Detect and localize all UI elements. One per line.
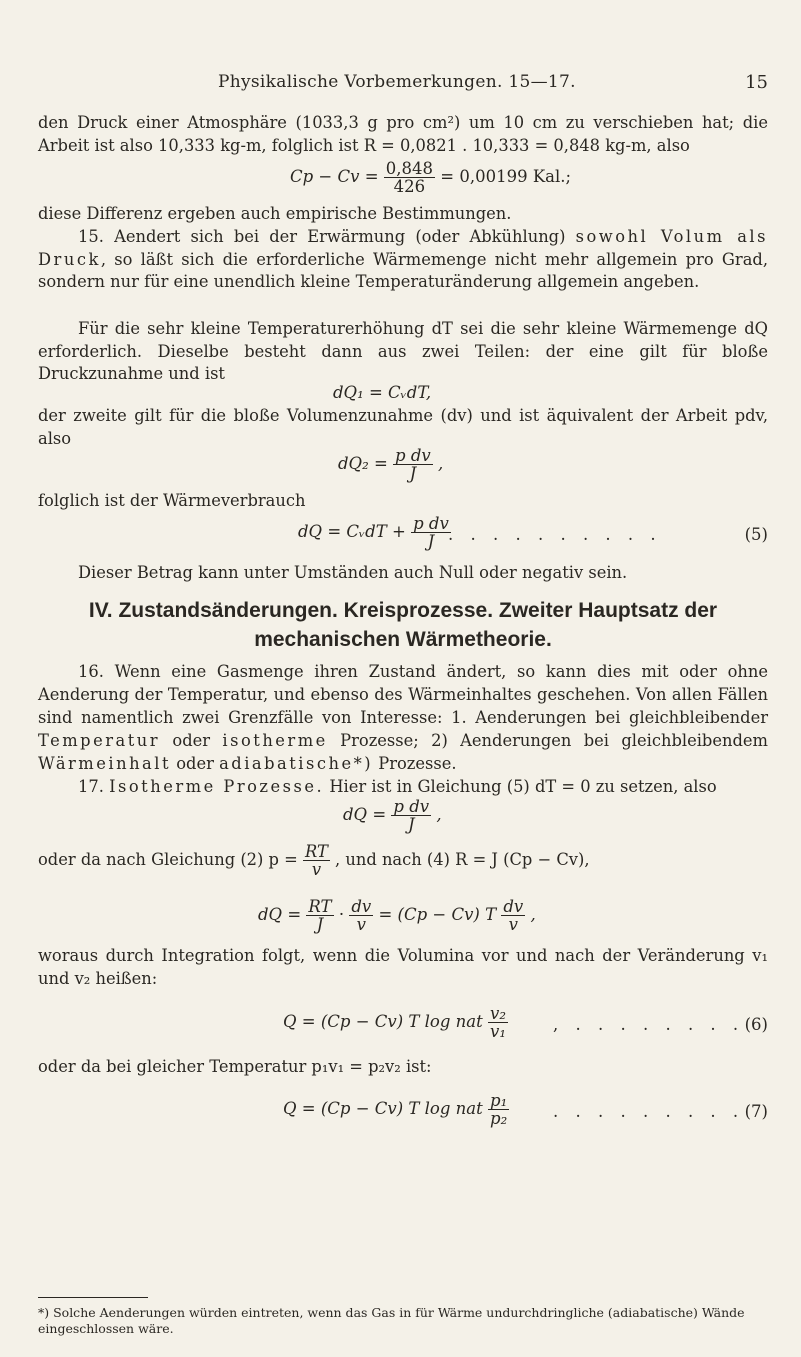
equation-7-lhs: Q = (Cp − Cv) T log nat — [283, 1099, 483, 1118]
equation-6-lhs: Q = (Cp − Cv) T log nat — [283, 1012, 483, 1031]
equation-cp-cv — [290, 160, 571, 195]
equation-isotherm-2-fraction-1 — [306, 898, 333, 933]
equation-isotherm-rhs: , — [436, 805, 442, 824]
equation-isotherm-2-denominator-3: v — [508, 915, 518, 934]
section-15-text-b: , so läßt sich die erforderliche Wärmemenge nicht mehr allgemein pro Grad, sondern nur für eine unendlich kleine Temperaturänderung allgemein angeben. — [38, 249, 768, 291]
equation-6-denominator: v₁ — [490, 1022, 506, 1041]
equation-cp-cv-denominator: 426 — [393, 177, 426, 196]
equation-cp-cv-rhs: = 0,00199 Kal.; — [440, 167, 572, 186]
section-16-number: 16. — [78, 662, 104, 681]
paragraph-gleiche-temperatur: oder da bei gleicher Temperatur p₁v₁ = p₂v₂ ist: — [38, 1057, 432, 1076]
equation-6-numerator: v₂ — [490, 1004, 506, 1023]
paragraph-differenz: diese Differenz ergeben auch empirische Bestimmungen. — [38, 204, 512, 223]
equation-6-number: (6) — [744, 1015, 768, 1034]
equation-isotherm-2-mid: = (Cp − Cv) T — [378, 905, 497, 924]
paragraph-integration: woraus durch Integration folgt, wenn die Volumina vor und nach der Veränderung v₁ und v₂ heißen: — [38, 946, 768, 988]
equation-5-leader-dots: . . . . . . . . . . — [448, 525, 662, 544]
equation-isotherm-2 — [258, 898, 536, 933]
section-16-mid1: oder — [172, 731, 211, 750]
paragraph-gleichung-2-denominator: v — [311, 860, 322, 879]
footnote-rule — [38, 1297, 148, 1298]
equation-isotherm-2-numerator-2: dv — [351, 897, 372, 916]
equation-cp-cv-lhs: Cp − Cv = — [290, 167, 379, 186]
equation-6-leader-dots: , . . . . . . . . — [553, 1015, 745, 1034]
equation-dq2-numerator: p dv — [395, 446, 431, 465]
paragraph-gleichung-2-a: oder da nach Gleichung (2) p = — [38, 850, 298, 869]
equation-isotherm-2-rhs: , — [530, 905, 536, 924]
equation-5 — [298, 515, 768, 550]
section-17-text: Hier ist in Gleichung (5) dT = 0 zu setzen, also — [329, 777, 717, 796]
section-16-spaced-isotherme: isotherme — [222, 731, 328, 750]
equation-6-fraction — [488, 1005, 508, 1040]
section-16-mid3: oder — [176, 754, 214, 773]
equation-isotherm-2-fraction-2 — [349, 898, 373, 933]
section-15 — [38, 226, 768, 294]
book-page — [38, 0, 768, 1357]
equation-7-numerator: p₁ — [490, 1091, 508, 1110]
equation-5-numerator: p dv — [413, 514, 449, 533]
chapter-heading-line1: IV. Zustandsänderungen. Kreisprozesse. Zweiter Hauptsatz der — [88, 599, 718, 622]
equation-5-number: (5) — [744, 525, 768, 544]
equation-isotherm-2-dot: · — [338, 905, 345, 924]
equation-5-denominator: J — [427, 532, 435, 551]
section-16 — [38, 660, 768, 775]
section-16-spaced-temperatur: Temperatur — [38, 731, 161, 750]
equation-7-number: (7) — [744, 1102, 768, 1121]
running-head-title: Physikalische Vorbemerkungen. 15—17. — [218, 72, 576, 92]
paragraph-betrag: Dieser Betrag kann unter Umständen auch Null oder negativ sein. — [78, 563, 628, 582]
equation-isotherm-2-numerator-3: dv — [503, 897, 524, 916]
equation-cp-cv-numerator: 0,848 — [385, 159, 434, 178]
equation-5-fraction — [411, 515, 451, 550]
equation-6 — [283, 1005, 768, 1040]
equation-7-fraction — [488, 1092, 509, 1127]
equation-isotherm-2-fraction-3 — [501, 898, 525, 933]
chapter-heading — [38, 596, 768, 654]
paragraph-gleichung-2-fraction — [303, 843, 330, 878]
paragraph-temperaturerhoehung: Für die sehr kleine Temperaturerhöhung dT sei die sehr kleine Wärmemenge dQ erforderlich. Dieselbe besteht dann aus zwei Teilen: der eine gilt für bloße Druckzunahme und ist — [38, 319, 768, 383]
section-17 — [38, 776, 768, 799]
equation-isotherm — [343, 798, 442, 833]
paragraph-gleichung-2-numerator: RT — [305, 842, 328, 861]
equation-7-leader-dots: . . . . . . . . . — [553, 1102, 745, 1121]
equation-isotherm-fraction — [391, 798, 431, 833]
section-17-spaced: Isotherme Prozesse. — [109, 777, 325, 796]
equation-dq1: dQ₁ = CᵥdT, — [333, 383, 432, 402]
equation-dq2-rhs: , — [437, 454, 444, 473]
equation-isotherm-lhs: dQ = — [343, 805, 387, 824]
page-number: 15 — [745, 72, 768, 93]
paragraph-gleichung-2-b: , und nach (4) R = J (Cp − Cv), — [335, 850, 590, 869]
equation-isotherm-numerator: p dv — [393, 797, 430, 816]
paragraph-gleichung-2 — [38, 843, 768, 878]
paragraph-intro: den Druck einer Atmosphäre (1033,3 g pro cm²) um 10 cm zu verschieben hat; die Arbeit ist also 10,333 kg-m, folglich ist R = 0,0821 . 10,333 = 0,848 kg-m, also — [38, 113, 768, 155]
footnote: *) Solche Aenderungen würden eintreten, wenn das Gas in für Wärme undurchdringliche (adiabatische) Wände eingeschlossen wäre. — [38, 1305, 745, 1336]
equation-dq2-lhs: dQ₂ = — [338, 454, 388, 473]
equation-5-lhs: dQ = CᵥdT + — [298, 522, 406, 541]
section-15-spaced: sowohl Volum als Druck — [38, 227, 768, 269]
section-16-end: Prozesse. — [378, 754, 457, 773]
equation-dq2-denominator: J — [409, 464, 417, 483]
chapter-heading-line2: mechanischen Wärmetheorie. — [254, 628, 552, 651]
section-17-number: 17. — [78, 777, 104, 796]
section-15-text-a: Aendert sich bei der Erwärmung (oder Abkühlung) — [114, 227, 566, 246]
equation-dq2-fraction — [393, 447, 433, 482]
section-16-spaced-adiabatische: adiabatische*) — [219, 754, 374, 773]
equation-dq2 — [338, 447, 443, 482]
equation-7-denominator: p₂ — [490, 1109, 508, 1128]
section-16-mid2: Prozesse; 2) Aenderungen bei gleichbleibendem — [340, 731, 768, 750]
running-head — [38, 72, 768, 96]
paragraph-volumenzunahme: der zweite gilt für die bloße Volumenzunahme (dv) und ist äquivalent der Arbeit pdv, also — [38, 406, 768, 448]
section-16-spaced-waermeinhalt: Wärmeinhalt — [38, 754, 172, 773]
equation-7 — [283, 1092, 768, 1127]
paragraph-waermeverbrauch: folglich ist der Wärmeverbrauch — [38, 491, 306, 510]
equation-isotherm-2-lhs: dQ = — [258, 905, 302, 924]
equation-cp-cv-fraction — [384, 160, 435, 195]
equation-isotherm-2-denominator-1: J — [316, 915, 324, 934]
section-15-number: 15. — [78, 227, 104, 246]
equation-isotherm-2-numerator-1: RT — [308, 897, 332, 916]
equation-isotherm-denominator: J — [407, 815, 415, 834]
section-16-text: Wenn eine Gasmenge ihren Zustand ändert, so kann dies mit oder ohne Aenderung der Temperatur, und ebenso des Wärmeinhaltes geschehen. Von allen Fällen sind namentlich zwei Grenzfälle von Interesse: 1. Aenderungen bei gleichbleibender — [38, 662, 768, 727]
equation-isotherm-2-denominator-2: v — [356, 915, 366, 934]
